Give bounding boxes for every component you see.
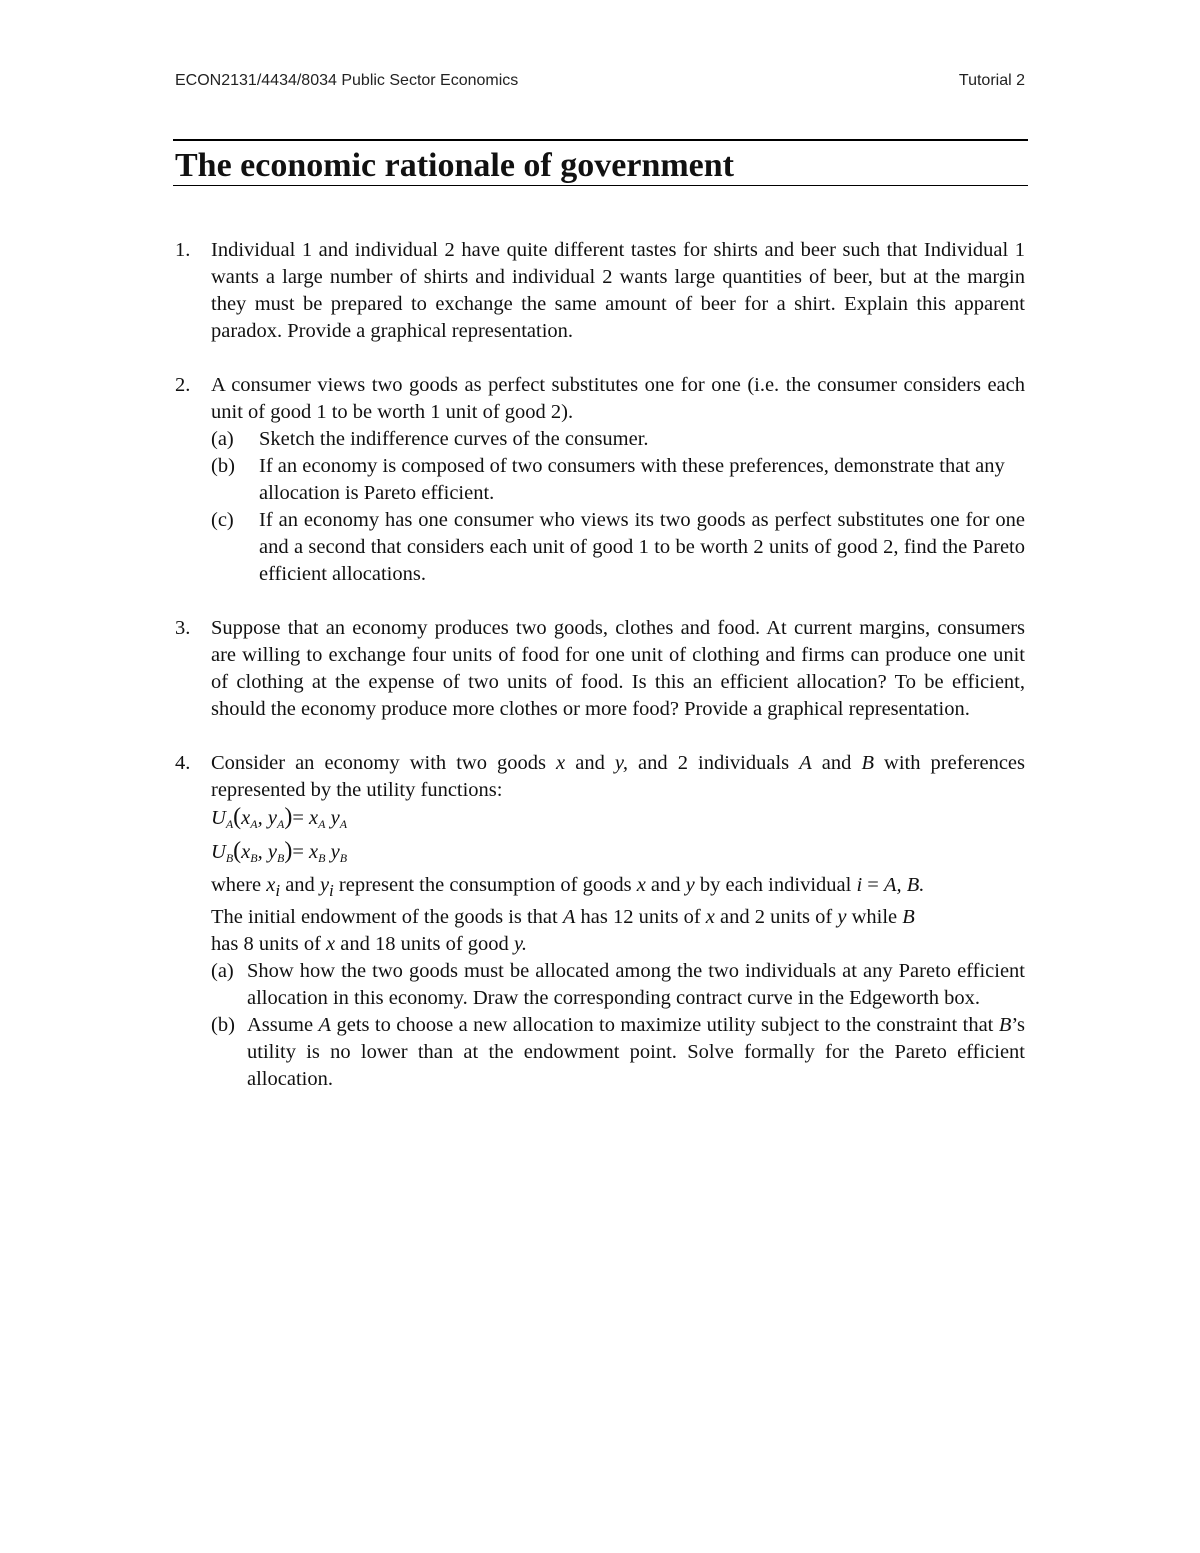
- question-number: 2.: [175, 374, 191, 396]
- question-number: 3.: [175, 617, 191, 639]
- part-label: (a): [211, 960, 234, 983]
- utility-function-b: $U_B(x_B$, $y_B)= x_B$ $y_B$: [211, 838, 348, 865]
- part-text: Show how the two goods must be allocated among the two individuals at any Pareto efficient allocation in this economy. Draw the corresponding contract curve in the Edgeworth box.: [247, 960, 1025, 1010]
- part-text: If an economy has one consumer who views its two goods as perfect substitutes one for one and a second that considers each unit of good 1 to be worth 2 units of good 2, find the Pareto efficient allocations.: [259, 509, 1025, 585]
- course-code: ECON2131/4434/8034 Public Sector Economics: [175, 72, 519, 89]
- question-text: A consumer views two goods as perfect substitutes one for one (i.e. the consumer considers each unit of good 1 to be worth 1 unit of good 2).: [211, 374, 1025, 423]
- question-list: [175, 237, 1025, 1120]
- question-number: 4.: [175, 752, 191, 774]
- part-b: [211, 453, 1025, 507]
- variable-definition: where $x_i$ and $y_i$ represent the consumption of goods x and y by each individual i = A, B.: [211, 874, 925, 901]
- part-c: [211, 507, 1025, 588]
- part-text: If an economy is composed of two consumers with these preferences, demonstrate that any allocation is Pareto efficient.: [259, 455, 1005, 504]
- question-2: [175, 372, 1025, 588]
- utility-function-a: $U_A(x_A$, $y_A)= x_A$ $y_A$: [211, 804, 348, 831]
- question-4: [175, 750, 1025, 1093]
- tutorial-label: Tutorial 2: [958, 72, 1025, 89]
- part-a: [211, 426, 1025, 453]
- endowment-text: The initial endowment of the goods is that A has 12 units of x and 2 units of y while B has 8 units of x and 18 units of good y.: [211, 906, 915, 956]
- question-intro: Consider an economy with two goods x and y, and 2 individuals A and B with preferences represented by the utility functions:: [211, 752, 1026, 801]
- question-3: [175, 615, 1025, 723]
- part-text: Sketch the indifference curves of the consumer.: [259, 428, 649, 450]
- title-rule-bottom: [173, 185, 1028, 186]
- question-text: Suppose that an economy produces two goods, clothes and food. At current margins, consumers are willing to exchange four units of food for one unit of clothing and firms can produce one unit of clothing at the expense of two units of food. Is this an efficient allocation? To be efficient, should the economy produce more clothes or more food? Provide a graphical representation.: [211, 617, 1025, 720]
- part-label: (b): [211, 455, 235, 477]
- part-text: Assume A gets to choose a new allocation to maximize utility subject to the constraint that B’s utility is no lower than at the endowment point. Solve formally for the Pareto efficient allocation.: [247, 1014, 1026, 1091]
- part-a: [211, 958, 1025, 1012]
- question-number: 1.: [175, 239, 191, 261]
- page-title: The economic rationale of government: [175, 147, 734, 184]
- title-rule-top: [173, 139, 1028, 141]
- part-label: (c): [211, 509, 234, 531]
- page-header: [173, 72, 1025, 98]
- question-text: Individual 1 and individual 2 have quite different tastes for shirts and beer such that Individual 1 wants a large number of shirts and individual 2 wants large quantities of beer, but at the margin they must be prepared to exchange the same amount of beer for a shirt. Explain this apparent paradox. Provide a graphical representation.: [211, 239, 1025, 342]
- part-label: (b): [211, 1014, 235, 1037]
- part-label: (a): [211, 428, 234, 450]
- part-b: [211, 1012, 1025, 1093]
- question-1: [175, 237, 1025, 345]
